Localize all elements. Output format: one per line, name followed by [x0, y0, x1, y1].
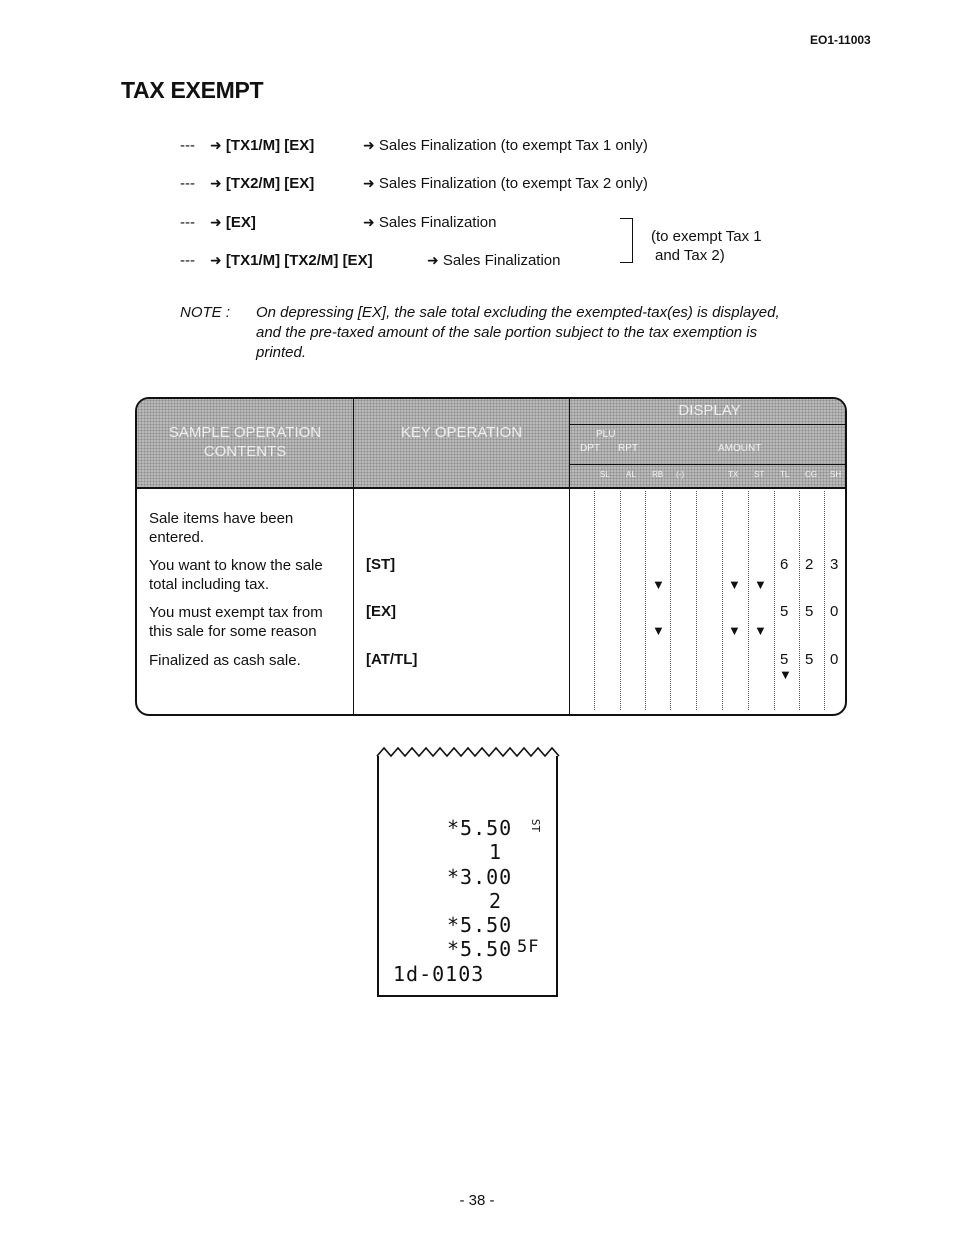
- dash: ---: [180, 252, 195, 269]
- key-sequence: [TX2/M] [EX]: [225, 175, 315, 192]
- indicator-triangle-icon: ▼: [728, 623, 741, 638]
- display-digit: 5: [780, 603, 789, 620]
- display-plu-label: PLU: [596, 429, 616, 440]
- sample-content-2: You want to know the sale total including tax.: [149, 557, 323, 593]
- header-sample-line-2: CONTENTS: [203, 443, 287, 460]
- display-digit: 3: [830, 556, 839, 573]
- display-digit: 6: [780, 556, 789, 573]
- indicator-st: ST: [754, 470, 765, 479]
- bracket-note-line-2: and Tax 2): [655, 247, 725, 264]
- receipt-line-5: 1d-0103: [393, 962, 485, 986]
- operation-table: [135, 397, 847, 716]
- indicator-cg: CG: [805, 470, 817, 479]
- receipt-mark-5f: 5F: [517, 937, 540, 957]
- sample-content-4: Finalized as cash sale.: [149, 652, 301, 669]
- arrow-icon: ➜: [210, 252, 222, 268]
- page-title: TAX EXEMPT: [121, 77, 264, 103]
- indicator-tl: TL: [780, 470, 790, 479]
- receipt-mark-1: 1: [489, 840, 503, 864]
- indicator-triangle-icon: ▼: [754, 623, 767, 638]
- key-sequence: [EX]: [225, 214, 256, 231]
- dash: ---: [180, 214, 195, 231]
- sample-content-3: You must exempt tax from this sale for some reason: [149, 604, 323, 640]
- header-sample-line-1: SAMPLE OPERATION: [168, 424, 322, 441]
- arrow-icon: ➜: [427, 252, 439, 268]
- sequence-result: Sales Finalization: [378, 214, 497, 231]
- dash: ---: [180, 175, 195, 192]
- note-label: NOTE :: [180, 304, 231, 321]
- dash: ---: [180, 137, 195, 154]
- header-sample-operation: [137, 399, 354, 489]
- sample-content-1: Sale items have been entered.: [149, 510, 294, 546]
- indicator-triangle-icon: ▼: [754, 577, 767, 592]
- display-digit: 2: [805, 556, 814, 573]
- receipt-mark-2: 2: [489, 889, 503, 913]
- display-digit: 5: [780, 651, 789, 668]
- arrow-icon: ➜: [363, 137, 375, 153]
- display-digit: 0: [830, 651, 839, 668]
- indicator-rb: RB: [652, 470, 664, 479]
- arrow-icon: ➜: [210, 175, 222, 191]
- receipt-line-2: *3.00: [447, 865, 513, 889]
- key-operation-2: [ST]: [366, 556, 396, 573]
- display-dpt-label: DPT: [580, 443, 600, 454]
- receipt-line-3: *5.50: [447, 913, 513, 937]
- indicator-minus: (-): [676, 470, 684, 479]
- indicator-tx: TX: [728, 470, 739, 479]
- receipt: [377, 756, 558, 997]
- display-amount-label: AMOUNT: [718, 443, 762, 454]
- indicator-sl: SL: [600, 470, 610, 479]
- key-sequence: [TX1/M] [TX2/M] [EX]: [225, 252, 373, 269]
- indicator-triangle-icon: ▼: [728, 577, 741, 592]
- bracket-note-line-1: (to exempt Tax 1: [651, 228, 762, 245]
- receipt-mark-st: ST: [529, 818, 543, 833]
- display-digit: 0: [830, 603, 839, 620]
- arrow-icon: ➜: [363, 175, 375, 191]
- sequence-result: Sales Finalization (to exempt Tax 2 only): [378, 175, 648, 192]
- display-indicator-row: [570, 464, 847, 490]
- indicator-al: AL: [626, 470, 636, 479]
- bracket-note: [651, 227, 762, 265]
- header-display-label: DISPLAY: [678, 402, 741, 419]
- arrow-icon: ➜: [363, 214, 375, 230]
- sequence-result: Sales Finalization: [442, 252, 561, 269]
- key-operation-4: [AT/TL]: [366, 651, 418, 668]
- receipt-line-4: *5.50: [447, 937, 513, 961]
- page-number: - 38 -: [459, 1192, 495, 1209]
- header-key-operation: [354, 399, 570, 489]
- indicator-triangle-icon: ▼: [779, 667, 792, 682]
- header-key-label: KEY OPERATION: [400, 424, 523, 441]
- indicator-triangle-icon: ▼: [652, 623, 665, 638]
- document-code: EO1-11003: [810, 33, 871, 47]
- key-operation-3: [EX]: [366, 603, 396, 620]
- display-digit: 5: [805, 603, 814, 620]
- header-display: [570, 399, 847, 489]
- indicator-triangle-icon: ▼: [652, 577, 665, 592]
- display-rpt-label: RPT: [618, 443, 638, 454]
- key-sequence: [TX1/M] [EX]: [225, 137, 315, 154]
- display-digit: 5: [805, 651, 814, 668]
- receipt-line-1: *5.50: [447, 816, 513, 840]
- arrow-icon: ➜: [210, 137, 222, 153]
- indicator-sh: SH: [830, 470, 842, 479]
- arrow-icon: ➜: [210, 214, 222, 230]
- note-text: On depressing [EX], the sale total excluding the exempted-tax(es) is displayed, and the pre-taxed amount of the sale portion subject to the tax exemption is printed.: [256, 304, 780, 361]
- sequence-result: Sales Finalization (to exempt Tax 1 only): [378, 137, 648, 154]
- bracket: [620, 218, 633, 263]
